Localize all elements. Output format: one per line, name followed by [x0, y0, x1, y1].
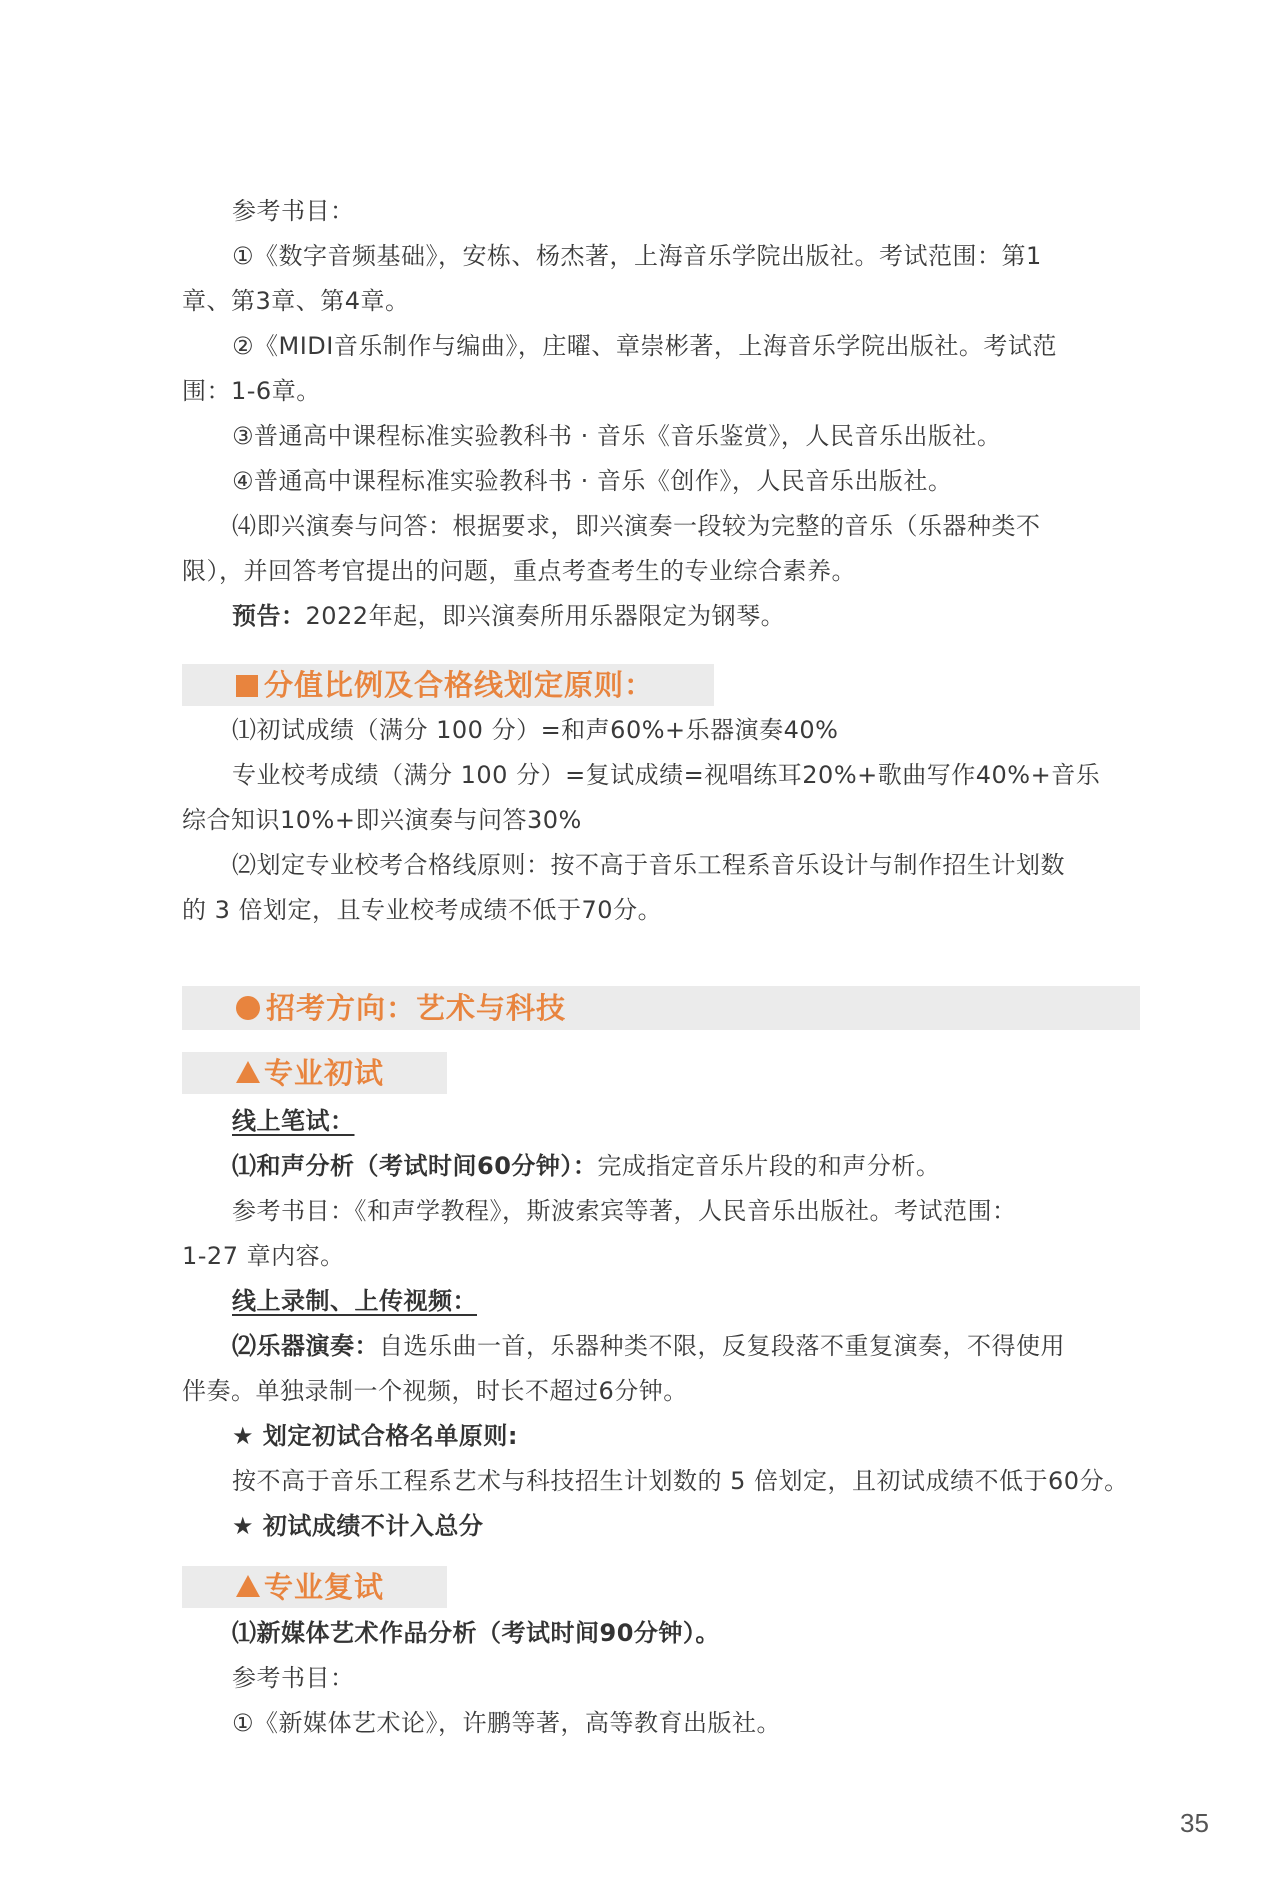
retest-paragraph-1: [232, 1616, 720, 1650]
retest-paragraph-1-text: ⑴新媒体艺术作品分析（考试时间90分钟）。: [232, 1619, 720, 1647]
harmony-reference-cont: 1-27 章内容。: [182, 1242, 345, 1270]
reference-item-1: ①《数字音频基础》，安栋、杨杰著，上海音乐学院出版社。考试范围：第1: [232, 242, 1042, 270]
reference-item-2-cont: 围：1-6章。: [182, 377, 321, 405]
reference-item-4: ④普通高中课程标准实验教科书 · 音乐《创作》，人民音乐出版社。: [232, 467, 953, 495]
section-header-scores: [182, 664, 714, 706]
harmony-text: 完成指定音乐片段的和声分析。: [597, 1152, 941, 1180]
harmony-reference: 参考书目：《和声学教程》，斯波索宾等著，人民音乐出版社。考试范围：: [232, 1197, 1017, 1225]
instrument-text-cont: 伴奏。单独录制一个视频，时长不超过6分钟。: [182, 1377, 688, 1405]
retest-header: [182, 1566, 447, 1608]
reference-item-2: ②《MIDI音乐制作与编曲》，庄曜、章崇彬著，上海音乐学院出版社。考试范: [232, 332, 1057, 360]
reference-item-1-cont: 章、第3章、第4章。: [182, 287, 410, 315]
prelim-rule-note: ★ 初试成绩不计入总分: [232, 1512, 484, 1540]
instrument-line: [232, 1329, 1065, 1363]
notice-text: 2022年起，即兴演奏所用乐器限定为钢琴。: [305, 602, 786, 630]
reference-books-label: 参考书目：: [232, 197, 355, 225]
direction-header: [182, 986, 1140, 1030]
online-video-label: 线上录制、上传视频：: [232, 1287, 477, 1315]
online-written-label: 线上笔试：: [232, 1107, 355, 1135]
score-paragraph-2-cont: 综合知识10%+即兴演奏与问答30%: [182, 806, 582, 834]
retest-reference-label: 参考书目：: [232, 1664, 355, 1692]
improvisation-item: ⑷即兴演奏与问答：根据要求，即兴演奏一段较为完整的音乐（乐器种类不: [232, 512, 1041, 540]
triangle-bullet-icon: [236, 1061, 260, 1083]
prelim-rule-title: ★ 划定初试合格名单原则:: [232, 1422, 518, 1450]
score-paragraph-1: ⑴初试成绩（满分 100 分）=和声60%+乐器演奏40%: [232, 716, 839, 744]
square-bullet-icon: [236, 675, 258, 697]
improvisation-item-cont: 限），并回答考官提出的问题，重点考查考生的专业综合素养。: [182, 557, 856, 585]
score-paragraph-2: 专业校考成绩（满分 100 分）=复试成绩=视唱练耳20%+歌曲写作40%+音乐: [232, 761, 1101, 789]
instrument-text: 自选乐曲一首，乐器种类不限，反复段落不重复演奏，不得使用: [379, 1332, 1065, 1360]
prelim-rule-text: 按不高于音乐工程系艺术与科技招生计划数的 5 倍划定，且初试成绩不低于60分。: [232, 1467, 1129, 1495]
notice-label: 预告：: [232, 602, 306, 630]
circle-bullet-icon: [236, 996, 260, 1020]
reference-item-3: ③普通高中课程标准实验教科书 · 音乐《音乐鉴赏》，人民音乐出版社。: [232, 422, 1002, 450]
section-heading-scores: 分值比例及合格线划定原则：: [264, 668, 655, 702]
direction-heading: 招考方向：艺术与科技: [266, 991, 567, 1025]
harmony-label: ⑴和声分析（考试时间60分钟）：: [232, 1152, 598, 1180]
notice-line: [232, 599, 785, 633]
prelim-heading: 专业初试: [264, 1056, 385, 1090]
retest-reference-item-1: ①《新媒体艺术论》，许鹏等著，高等教育出版社。: [232, 1709, 782, 1737]
page-number: 35: [1180, 1808, 1209, 1838]
instrument-label: ⑵乐器演奏：: [232, 1332, 379, 1360]
prelim-header: [182, 1052, 447, 1094]
harmony-line: [232, 1149, 940, 1183]
retest-heading: 专业复试: [264, 1570, 385, 1604]
score-paragraph-3-cont: 的 3 倍划定，且专业校考成绩不低于70分。: [182, 896, 663, 924]
score-paragraph-3: ⑵划定专业校考合格线原则：按不高于音乐工程系音乐设计与制作招生计划数: [232, 851, 1065, 879]
triangle-bullet-icon: [236, 1575, 260, 1597]
